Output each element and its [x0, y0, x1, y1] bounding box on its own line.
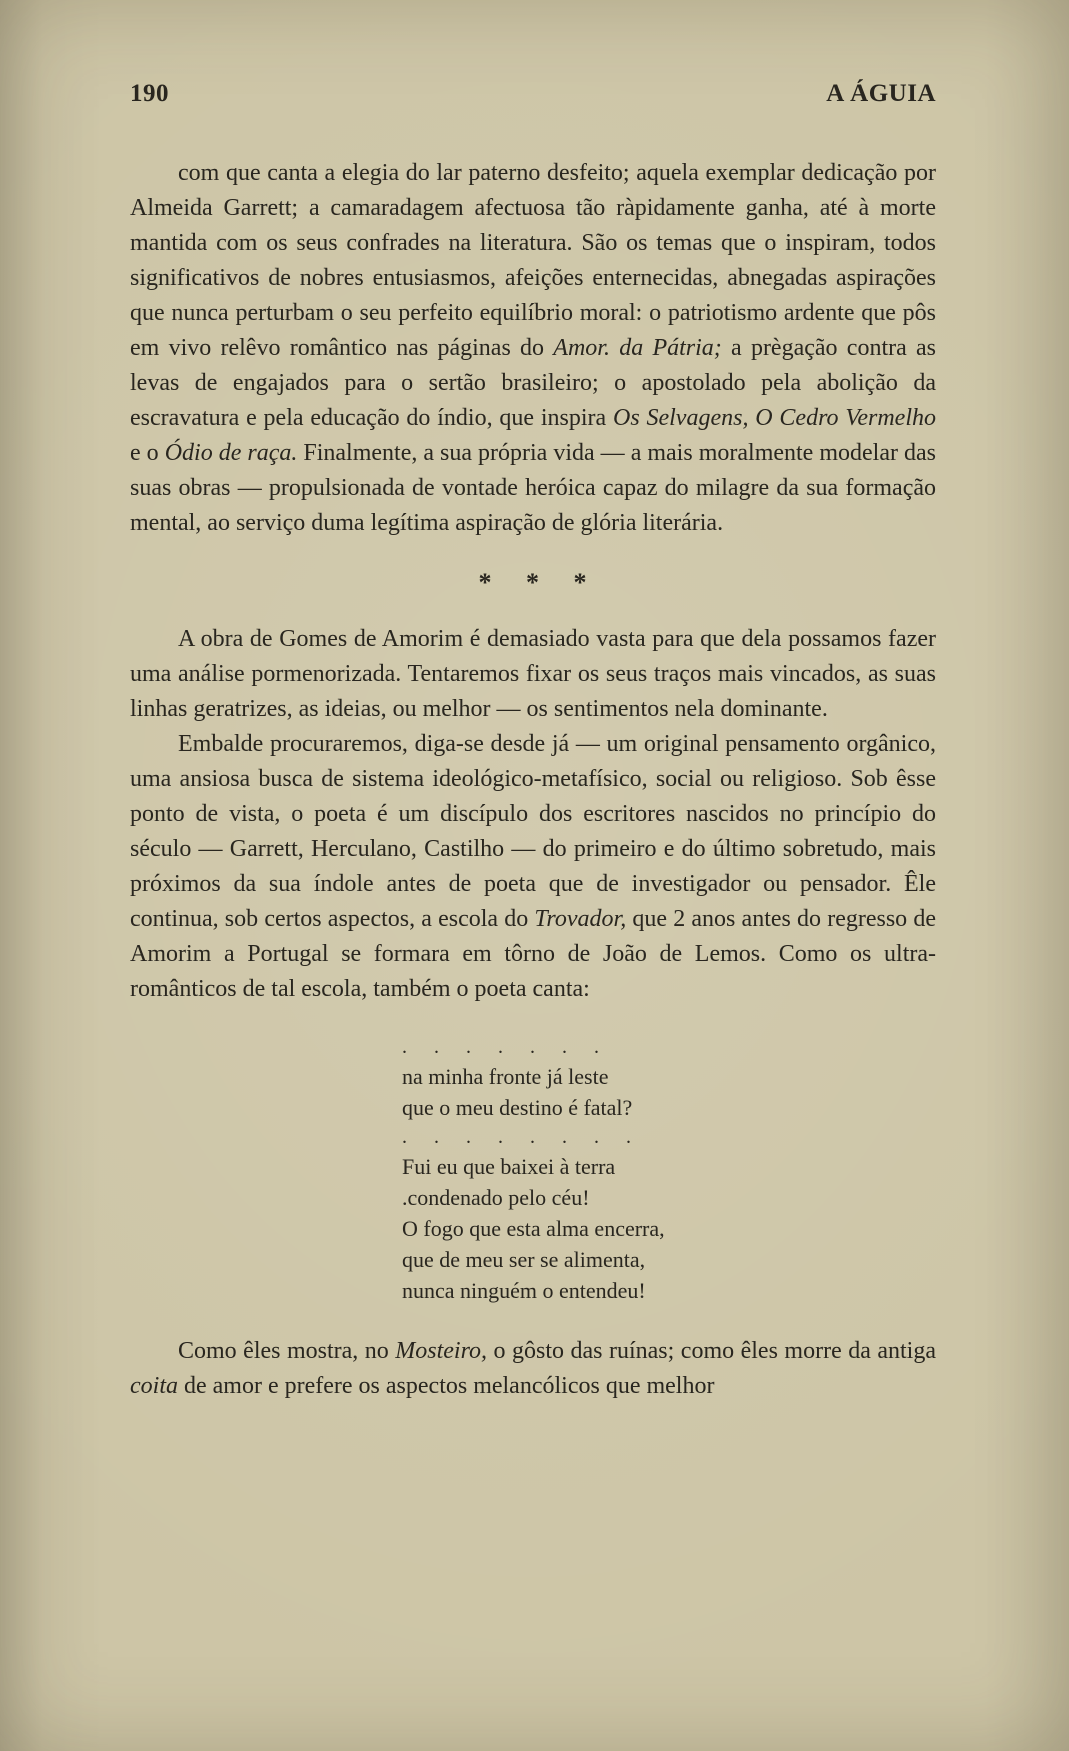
work-title-text: Trovador,	[534, 906, 627, 932]
verse-line: Fui eu que baixei à terra	[402, 1154, 616, 1179]
verse-line: que o meu destino é fatal?	[402, 1095, 633, 1120]
paragraph-text: Como êles mostra, no	[178, 1338, 396, 1364]
paragraph	[130, 1334, 936, 1404]
verse-line: na minha fronte já leste	[402, 1064, 609, 1089]
verse-ellipsis-line: . . . . . . . .	[402, 1126, 632, 1148]
work-title-text: Mosteiro,	[395, 1338, 488, 1364]
paragraph-text: A obra de Gomes de Amorim é demasiado vasta para que dela possamos fazer uma análise pormenorizada. Tentaremos fixar os seus traços mais vincados, as suas linhas geratrizes, as ideias, ou melhor — os sentimentos nela dominante.	[130, 626, 936, 722]
verse-ellipsis-line: . . . . . . .	[402, 1036, 600, 1058]
paragraph-text: de amor e prefere os aspectos melancólicos que melhor	[178, 1373, 715, 1399]
page-content	[130, 80, 936, 1404]
section-separator: * * *	[478, 568, 588, 597]
verse-line: nunca ninguém o entendeu!	[402, 1278, 646, 1303]
work-title-text: Ódio de raça.	[164, 440, 298, 466]
page-number: 190	[130, 80, 169, 107]
work-title-text: Os Selvagens, O Cedro Vermelho	[613, 405, 936, 431]
paragraph-text: Finalmente, a sua própria vida — a mais moralmente modelar das suas obras — propulsionada de vontade heróica capaz do milagre da sua formação mental, ao serviço duma legítima aspiração de glória literária.	[130, 440, 936, 536]
journal-title: A ÁGUIA	[826, 80, 936, 107]
paragraph-text: o gôsto das ruínas; como êles morre da antiga	[487, 1338, 936, 1364]
verse-block	[402, 1033, 936, 1306]
paragraph-text: com que canta a elegia do lar paterno desfeito; aquela exemplar dedicação por Almeida Garrett; a camaradagem afectuosa tão ràpidamente ganha, até à morte mantida com os seus confrades na literatura. São os temas que o inspiram, todos significativos de nobres entusiasmos, afeições enternecidas, abnegadas aspirações que nunca perturbam o seu perfeito equilíbrio moral: o patriotismo ardente que pôs em vivo relêvo romântico nas páginas do	[130, 160, 936, 361]
work-title-text: Amor. da Pátria;	[553, 335, 722, 361]
verse-line: .condenado pelo céu!	[402, 1185, 590, 1210]
paragraph-text: que 2 anos antes do regresso de Amorim a Portugal se formara em tôrno de João de Lemos. Como os ultra-românticos de tal escola, também o poeta canta:	[130, 906, 936, 1002]
text-body	[130, 156, 936, 1404]
verse-line: O fogo que esta alma encerra,	[402, 1216, 665, 1241]
paragraph-text: e o	[130, 440, 165, 466]
paragraph-text: a prègação contra as levas de engajados para o sertão brasileiro; o apostolado pela abolição da escravatura e pela educação do índio, que inspira	[130, 335, 936, 431]
paragraph	[130, 622, 936, 727]
paragraph-text: Embalde procuraremos, diga-se desde já — um original pensamento orgânico, uma ansiosa busca de sistema ideológico-metafísico, social ou religioso. Sob êsse ponto de vista, o poeta é um discípulo dos escritores nascidos no princípio do século — Garrett, Herculano, Castilho — do primeiro e do último sobretudo, mais próximos da sua índole antes de poeta que de investigador ou pensador. Êle continua, sob certos aspectos, a escola do	[130, 731, 936, 932]
work-title-text: coita	[130, 1373, 178, 1399]
paragraph	[130, 156, 936, 541]
paragraph	[130, 727, 936, 1007]
page-header	[130, 80, 936, 108]
verse-line: que de meu ser se alimenta,	[402, 1247, 646, 1272]
